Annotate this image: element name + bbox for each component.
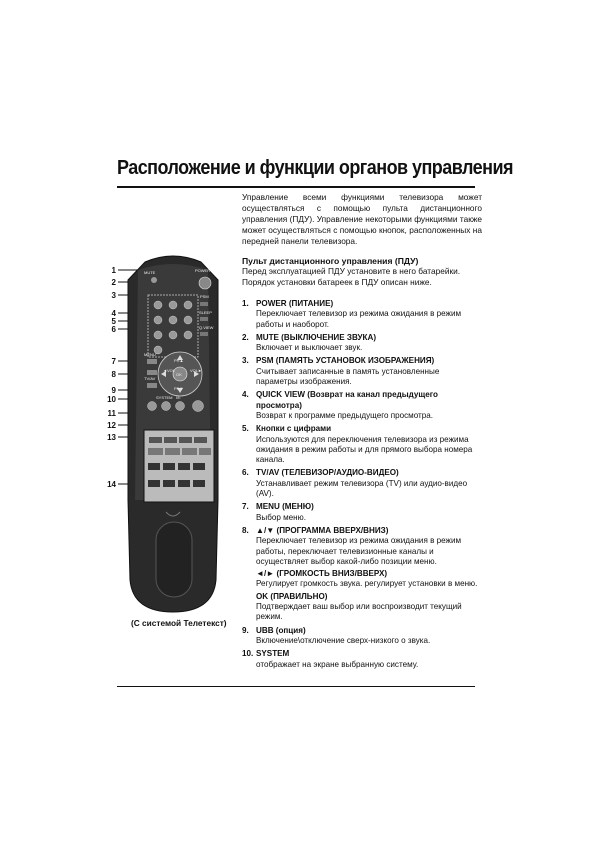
item-text: Выбор меню.	[256, 512, 306, 522]
item-heading: QUICK VIEW (Возврат на канал предыдущего просмотра)	[256, 390, 438, 410]
item-heading: MUTE (ВЫКЛЮЧЕНИЕ ЗВУКА)	[256, 332, 377, 342]
callout-6: 6	[111, 325, 116, 334]
list-item	[242, 468, 482, 499]
item-text: Считывает записанные в память установленные параметры изображения.	[256, 366, 440, 387]
remote-label-pr-up: PR▲	[174, 358, 184, 363]
figure-caption: (С системой Телетекст)	[131, 618, 227, 628]
callout-11: 11	[107, 409, 116, 418]
list-item	[242, 526, 482, 623]
item-text: Включение\отключение сверх-низкого о звука.	[256, 635, 431, 645]
callout-10: 10	[107, 395, 116, 404]
item-body	[256, 299, 482, 330]
item-heading: Кнопки с цифрами	[256, 424, 332, 434]
item-body	[256, 626, 482, 647]
item-heading: SYSTEM	[256, 649, 290, 659]
item-number: 6.	[242, 468, 249, 478]
callout-8: 8	[111, 370, 116, 379]
item-number: 10.	[242, 649, 254, 659]
list-item	[242, 649, 482, 670]
callout-3: 3	[111, 291, 116, 300]
item-text: Используются для переключения телевизора из режима ожидания в режим работы и для прямого выбора номера канала.	[256, 434, 473, 465]
callout-12: 12	[107, 421, 116, 430]
title-rule	[117, 186, 475, 188]
remote-label-vol-l: ◄VOL	[163, 368, 175, 373]
list-item	[242, 424, 482, 465]
item-heading: POWER (ПИТАНИЕ)	[256, 299, 334, 308]
item-body	[256, 649, 482, 670]
list-item	[242, 333, 482, 354]
item-subheading: OK (ПРАВИЛЬНО)	[256, 591, 328, 601]
item-number: 1.	[242, 299, 249, 308]
item-number: 9.	[242, 625, 249, 635]
item-number: 4.	[242, 390, 249, 400]
item-number: 8.	[242, 525, 249, 535]
callout-7: 7	[111, 357, 116, 366]
item-body	[256, 424, 482, 465]
item-body	[256, 502, 482, 523]
item-number: 7.	[242, 502, 249, 512]
item-text: Устанавливает режим телевизора (TV) или аудио-видео (AV).	[256, 478, 468, 499]
item-heading: MENU (МЕНЮ)	[256, 502, 314, 512]
bottom-rule	[117, 686, 475, 687]
callout-1: 1	[111, 266, 116, 275]
remote-control-illustration	[118, 250, 228, 615]
item-text: Возврат к программе предыдущего просмотра.	[256, 410, 433, 420]
item-text: Переключает телевизор из режима ожидания в режим работы и наоборот.	[256, 309, 462, 329]
remote-label-sleep: SLEEP	[199, 310, 212, 315]
intro-paragraph: Управление всеми функциями телевизора может осуществляться с помощью пульта дистанционного управления (ПДУ). Управление некоторыми функциями также может осуществляться с помощью кнопок, расположенных на передней панели телевизора.	[242, 192, 482, 246]
list-item	[242, 390, 482, 421]
callout-2: 2	[111, 278, 116, 287]
section-text: Перед эксплуатацией ПДУ установите в него батарейки. Порядок установки батареек в ПДУ описан ниже.	[242, 266, 461, 287]
callout-5: 5	[111, 317, 116, 326]
remote-label-power: POWER	[195, 268, 211, 273]
item-heading: PSM (ПАМЯТЬ УСТАНОВОК ИЗОБРАЖЕНИЯ)	[256, 356, 435, 366]
list-item	[242, 626, 482, 647]
remote-label-mute: MUTE	[144, 270, 156, 275]
item-subtext: Регулирует громкость звука. регулирует установки в меню.	[256, 579, 478, 589]
remote-label-pr-down: PR▼	[174, 386, 184, 391]
remote-label-tv-av: TV/AV	[144, 376, 156, 381]
item-heading: ▲/▼ (ПРОГРАММА ВВЕРХ/ВНИЗ)	[256, 525, 389, 535]
callout-13: 13	[107, 433, 116, 442]
list-item	[242, 502, 482, 523]
remote-label-q-view: Q.VIEW	[199, 325, 214, 330]
section-heading: Пульт дистанционного управления (ПДУ)	[242, 256, 419, 266]
item-body	[256, 526, 482, 623]
item-body	[256, 468, 482, 499]
item-text: Включает и выключает звук.	[256, 343, 363, 353]
list-item	[242, 356, 482, 387]
remote-label-ok: OK	[176, 372, 182, 377]
remote-label-psm: PSM	[200, 294, 209, 299]
item-body	[256, 333, 482, 354]
callout-14: 14	[107, 480, 116, 489]
remote-label-vol-r: VOL►	[190, 368, 202, 373]
page-title: Расположение и функции органов управления	[117, 157, 513, 179]
item-subtext: Подтверждает ваш выбор или воспроизводит текущий режим.	[256, 602, 462, 622]
remote-label-system: SYSTEM	[156, 395, 173, 400]
item-number: 3.	[242, 356, 249, 366]
item-text: отображает на экране выбранную систему.	[256, 659, 419, 669]
item-heading: UBB (опция)	[256, 625, 306, 635]
callout-4: 4	[111, 309, 116, 318]
remote-label-i-ii: I/II	[176, 395, 181, 400]
item-subheading: ◄/► (ГРОМКОСТЬ ВНИЗ/ВВЕРХ)	[256, 569, 388, 579]
remote-label-menu: MENU	[144, 352, 156, 357]
list-item	[242, 299, 482, 330]
function-list	[242, 299, 482, 673]
item-number: 5.	[242, 424, 249, 434]
item-text: Переключает телевизор из режима ожидания в режим работы, переключает телевизионные каналы и осуществляет выбор какой-либо позиции меню.	[256, 536, 462, 566]
item-body	[256, 390, 482, 421]
callout-9: 9	[111, 386, 116, 395]
item-body	[256, 356, 482, 387]
item-number: 2.	[242, 332, 249, 342]
item-heading: TV/AV (ТЕЛЕВИЗОР/АУДИО-ВИДЕО)	[256, 468, 399, 478]
